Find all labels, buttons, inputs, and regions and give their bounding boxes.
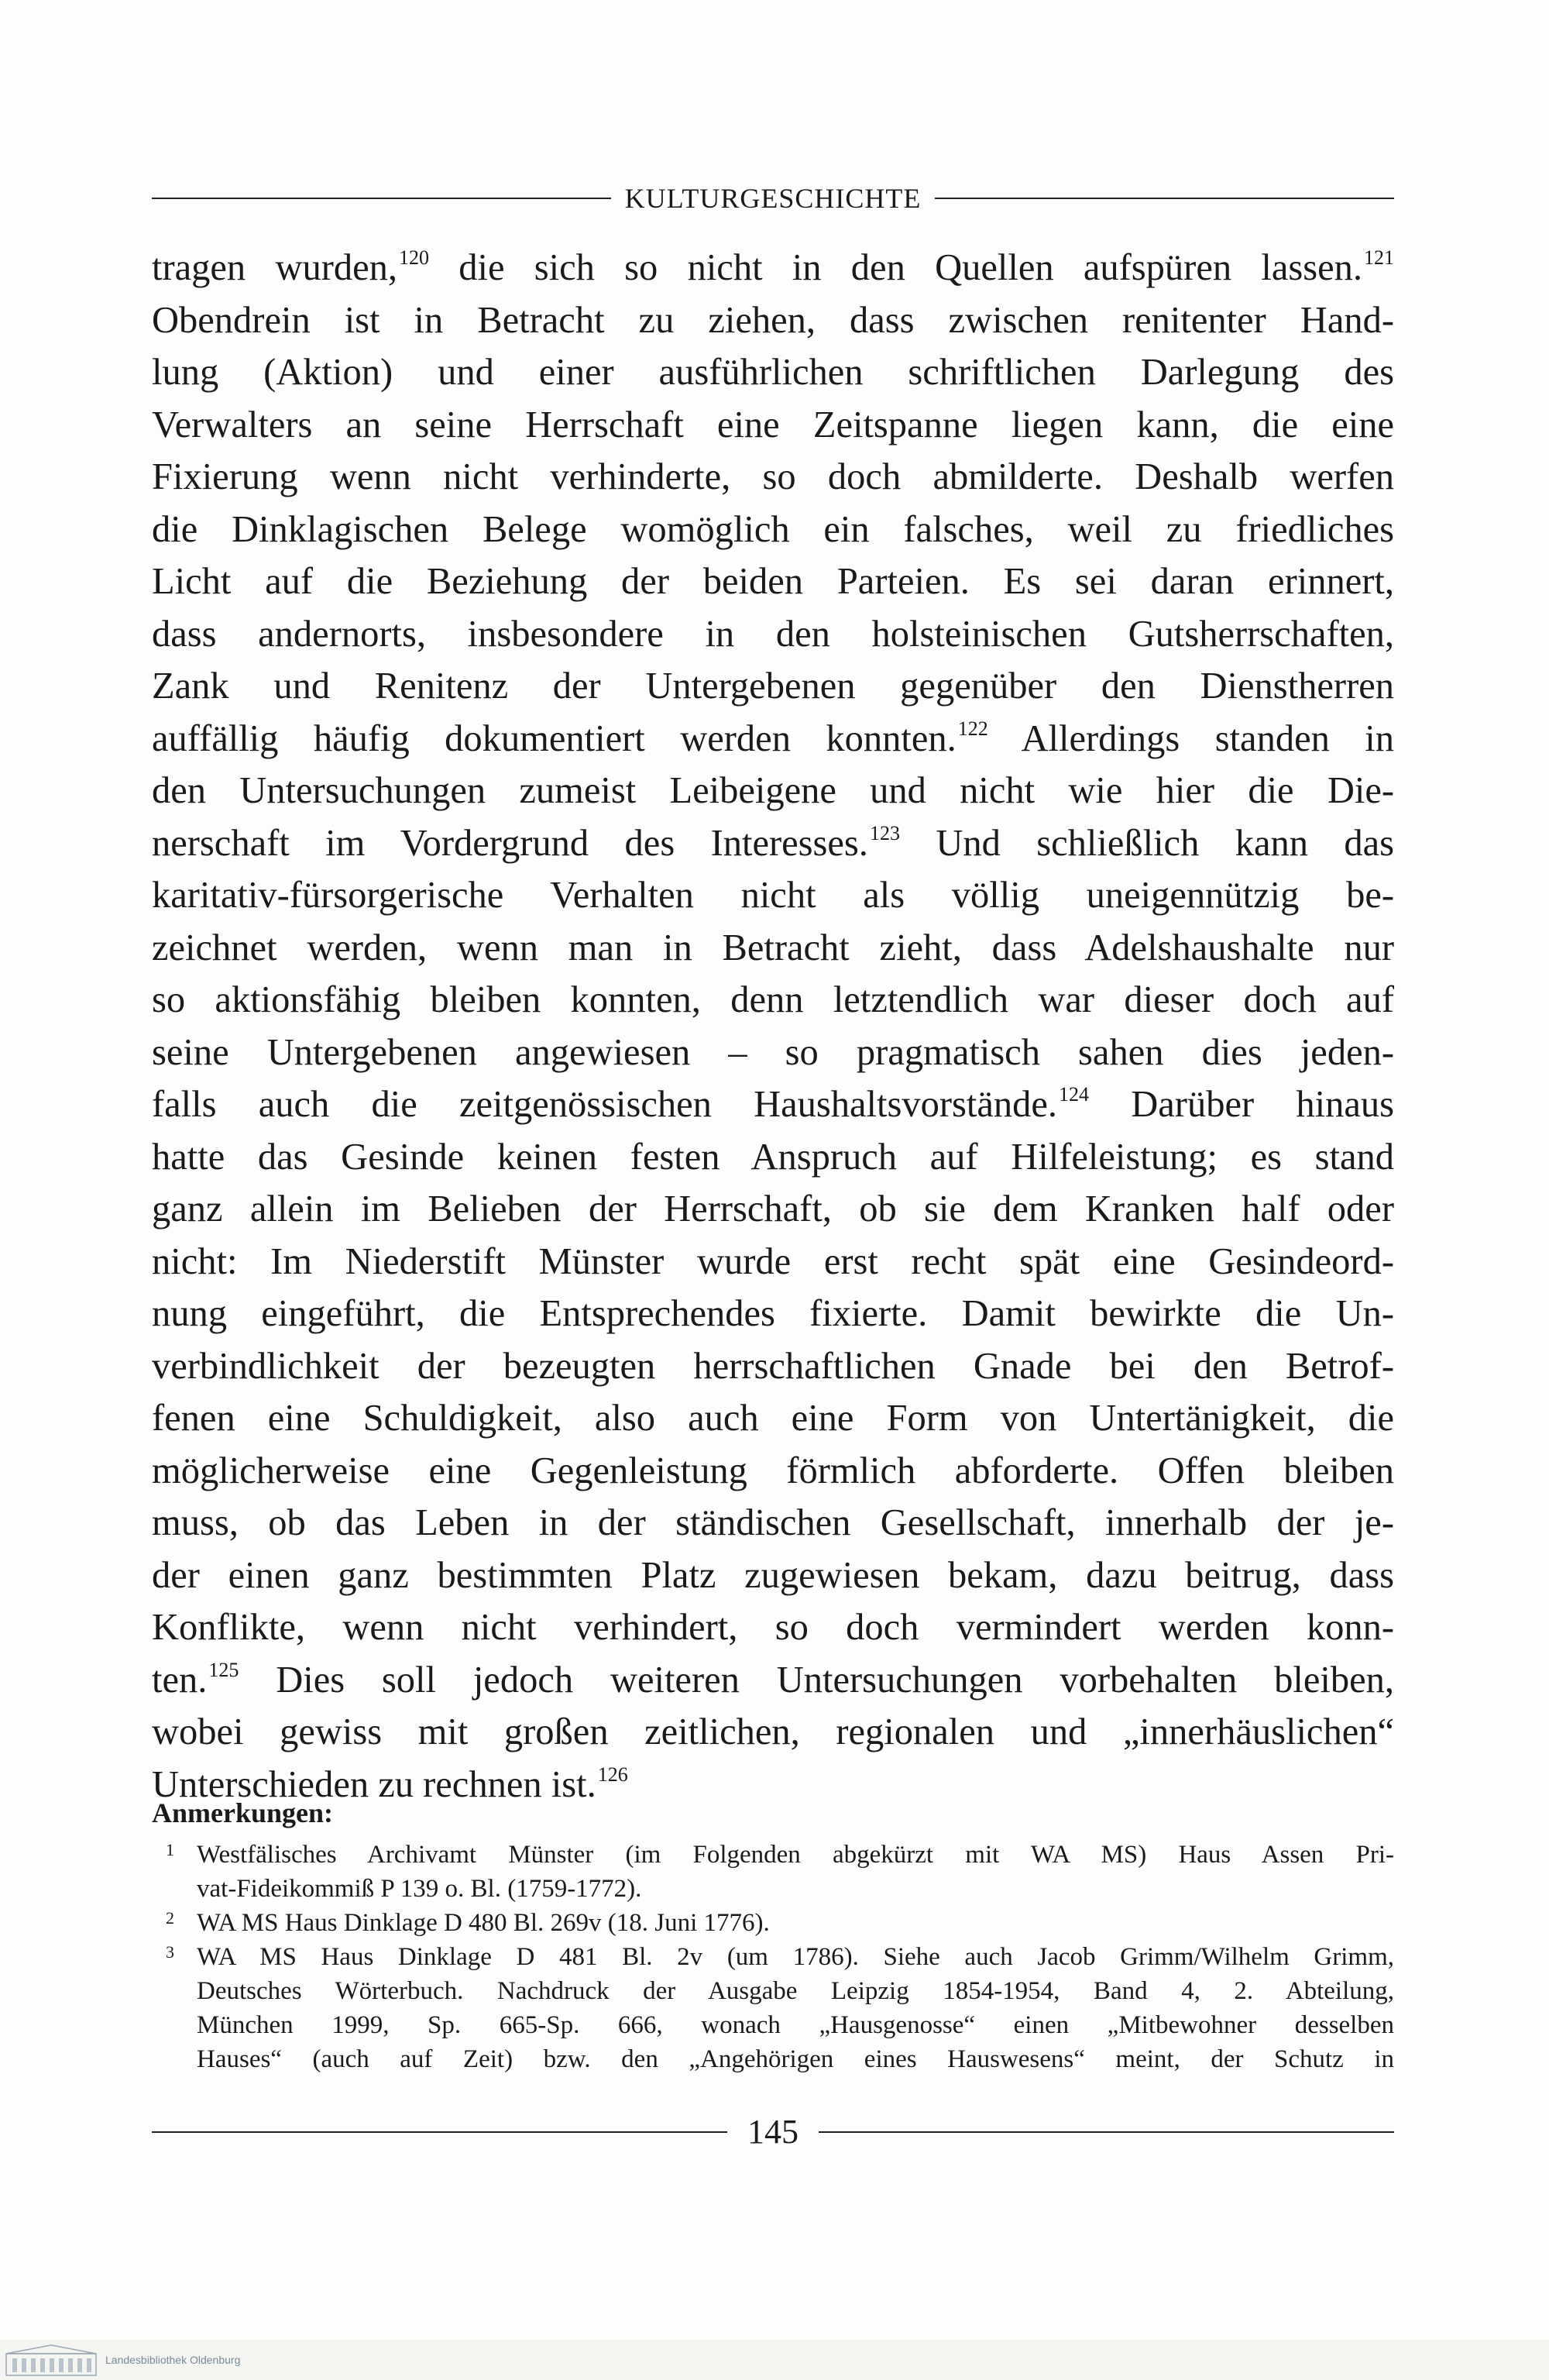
text-line bbox=[152, 504, 1394, 556]
footnote-ref[interactable]: 122 bbox=[957, 717, 988, 740]
text-segment: ganz allein im Belieben der Herrschaft, ob sie dem Kranken half oder bbox=[152, 1188, 1394, 1230]
text-segment: Konflikte, wenn nicht verhindert, so doch vermindert werden konn- bbox=[152, 1607, 1394, 1648]
text-line bbox=[152, 1236, 1394, 1288]
footnote bbox=[152, 1940, 1394, 2076]
text-segment: zeichnet werden, wenn man in Betracht zieht, dass Adelshaushalte nur bbox=[152, 927, 1394, 968]
text-segment: dass andernorts, insbesondere in den holsteinischen Gutsherrschaften, bbox=[152, 613, 1394, 655]
text-segment: möglicherweise eine Gegenleistung förmlich abforderte. Offen bleiben bbox=[152, 1450, 1394, 1491]
page-footer bbox=[152, 2115, 1394, 2149]
text-line bbox=[152, 817, 1394, 870]
library-name: Landesbibliothek Oldenburg bbox=[105, 2354, 241, 2366]
footnote bbox=[152, 1906, 1394, 1940]
text-line bbox=[152, 346, 1394, 399]
text-line bbox=[152, 451, 1394, 504]
text-segment: Und schließlich kann das bbox=[899, 822, 1394, 864]
header-rule-left bbox=[152, 198, 611, 199]
text-line bbox=[152, 1183, 1394, 1236]
text-segment: die sich so nicht in den Quellen aufspüren lassen. bbox=[429, 247, 1363, 288]
text-segment: seine Untergebenen angewiesen – so pragmatisch sahen dies jeden- bbox=[152, 1031, 1394, 1073]
footnote-ref[interactable]: 126 bbox=[597, 1763, 628, 1786]
text-line bbox=[152, 1497, 1394, 1549]
text-line bbox=[152, 1027, 1394, 1079]
footnote-line: Hauses“ (auch auf Zeit) bzw. den „Angehörigen eines Hauswesens“ meint, der Schutz in bbox=[197, 2045, 1394, 2073]
footnote-line: vat-Fideikommiß P 139 o. Bl. (1759-1772). bbox=[197, 1875, 642, 1903]
text-segment: lung (Aktion) und einer ausführlichen schriftlichen Darlegung des bbox=[152, 352, 1394, 393]
text-segment: Fixierung wenn nicht verhinderte, so doch abmilderte. Deshalb werfen bbox=[152, 456, 1394, 497]
text-line bbox=[152, 1654, 1394, 1707]
text-segment: nerschaft im Vordergrund des Interesses. bbox=[152, 822, 868, 864]
text-segment: Darüber hinaus bbox=[1089, 1084, 1394, 1125]
text-line bbox=[152, 1078, 1394, 1131]
text-segment: Allerdings standen in bbox=[987, 717, 1395, 759]
footnotes-list bbox=[152, 1838, 1394, 2076]
text-line bbox=[152, 555, 1394, 608]
text-segment: falls auch die zeitgenössischen Haushaltsvorstände. bbox=[152, 1084, 1058, 1125]
text-segment: fenen eine Schuldigkeit, also auch eine Form von Untertänigkeit, die bbox=[152, 1398, 1394, 1439]
footnote-line: WA MS Haus Dinklage D 481 Bl. 2v (um 1786). Siehe auch Jacob Grimm/Wilhelm Grimm, bbox=[197, 1943, 1394, 1971]
footnote-line: WA MS Haus Dinklage D 480 Bl. 269v (18. Juni 1776). bbox=[197, 1909, 770, 1937]
footnote-ref[interactable]: 123 bbox=[869, 821, 900, 844]
text-segment: nung eingeführt, die Entsprechendes fixierte. Damit bewirkte die Un- bbox=[152, 1293, 1394, 1334]
running-head bbox=[152, 184, 1394, 212]
page-number: 145 bbox=[747, 2113, 799, 2151]
text-line bbox=[152, 1288, 1394, 1340]
text-segment: nicht: Im Niederstift Münster wurde erst recht spät eine Gesindeord- bbox=[152, 1240, 1394, 1282]
text-line bbox=[152, 765, 1394, 817]
text-segment: der einen ganz bestimmten Platz zugewiesen bekam, dazu beitrug, dass bbox=[152, 1554, 1394, 1596]
text-line bbox=[152, 399, 1394, 452]
text-segment: Zank und Renitenz der Untergebenen gegenüber den Dienstherren bbox=[152, 666, 1394, 707]
text-segment: Unterschieden zu rechnen ist. bbox=[152, 1763, 596, 1805]
text-segment: ten. bbox=[152, 1659, 208, 1701]
library-building-icon bbox=[5, 2343, 98, 2377]
text-segment: karitativ-fürsorgerische Verhalten nicht als völlig uneigennützig be- bbox=[152, 875, 1394, 916]
text-line bbox=[152, 294, 1394, 347]
text-line bbox=[152, 713, 1394, 765]
footnote-ref[interactable]: 124 bbox=[1059, 1083, 1090, 1106]
text-segment: so aktionsfähig bleiben konnten, denn letztendlich war dieser doch auf bbox=[152, 979, 1394, 1020]
footer-rule-right bbox=[819, 2131, 1394, 2133]
text-segment: tragen wurden, bbox=[152, 247, 398, 288]
footnote-number: 1 bbox=[166, 1840, 174, 1859]
text-segment: muss, ob das Leben in der ständischen Gesellschaft, innerhalb der je- bbox=[152, 1502, 1394, 1543]
text-segment: verbindlichkeit der bezeugten herrschaftlichen Gnade bei den Betrof- bbox=[152, 1345, 1394, 1387]
text-segment: auffällig häufig dokumentiert werden konnten. bbox=[152, 717, 957, 759]
text-line bbox=[152, 1445, 1394, 1498]
footnote-number: 2 bbox=[166, 1908, 174, 1928]
text-segment: hatte das Gesinde keinen festen Anspruch auf Hilfeleistung; es stand bbox=[152, 1136, 1394, 1178]
text-line bbox=[152, 660, 1394, 713]
text-line bbox=[152, 1340, 1394, 1393]
text-segment: Obendrein ist in Betracht zu ziehen, dass zwischen renitenter Hand- bbox=[152, 299, 1394, 341]
footnotes-heading: Anmerkungen: bbox=[152, 1797, 334, 1828]
text-line bbox=[152, 1549, 1394, 1602]
footnote-line: Deutsches Wörterbuch. Nachdruck der Ausgabe Leipzig 1854-1954, Band 4, 2. Abteilung, bbox=[197, 1977, 1394, 2005]
running-title: KULTURGESCHICHTE bbox=[624, 183, 922, 214]
text-segment: Licht auf die Beziehung der beiden Parteien. Es sei daran erinnert, bbox=[152, 561, 1394, 602]
text-segment: Dies soll jedoch weiteren Untersuchungen vorbehalten bleiben, bbox=[239, 1659, 1394, 1701]
footnote bbox=[152, 1838, 1394, 1906]
footnote-ref[interactable]: 125 bbox=[208, 1658, 239, 1681]
text-line bbox=[152, 869, 1394, 922]
footnote-ref[interactable]: 120 bbox=[399, 246, 430, 269]
text-line bbox=[152, 608, 1394, 661]
text-segment: wobei gewiss mit großen zeitlichen, regionalen und „innerhäuslichen“ bbox=[152, 1711, 1394, 1752]
header-rule-right bbox=[935, 198, 1394, 199]
library-watermark bbox=[0, 2340, 1549, 2380]
footnotes bbox=[152, 1794, 1394, 2076]
text-line bbox=[152, 242, 1394, 294]
footnote-line: München 1999, Sp. 665-Sp. 666, wonach „Hausgenosse“ einen „Mitbewohner desselben bbox=[197, 2011, 1394, 2039]
main-text bbox=[152, 242, 1394, 1811]
footnote-line: Westfälisches Archivamt Münster (im Folgenden abgekürzt mit WA MS) Haus Assen Pri- bbox=[197, 1841, 1394, 1869]
text-line bbox=[152, 1601, 1394, 1654]
text-line bbox=[152, 1131, 1394, 1184]
text-line bbox=[152, 974, 1394, 1027]
text-line bbox=[152, 1706, 1394, 1759]
text-segment: die Dinklagischen Belege womöglich ein falsches, weil zu friedliches bbox=[152, 508, 1394, 550]
text-line bbox=[152, 922, 1394, 975]
text-line bbox=[152, 1392, 1394, 1445]
footnote-ref[interactable]: 121 bbox=[1364, 246, 1395, 269]
text-segment: Verwalters an seine Herrschaft eine Zeitspanne liegen kann, die eine bbox=[152, 404, 1394, 445]
text-segment: den Untersuchungen zumeist Leibeigene und nicht wie hier die Die- bbox=[152, 770, 1394, 811]
footnote-number: 3 bbox=[166, 1942, 174, 1962]
footer-rule-left bbox=[152, 2131, 727, 2133]
